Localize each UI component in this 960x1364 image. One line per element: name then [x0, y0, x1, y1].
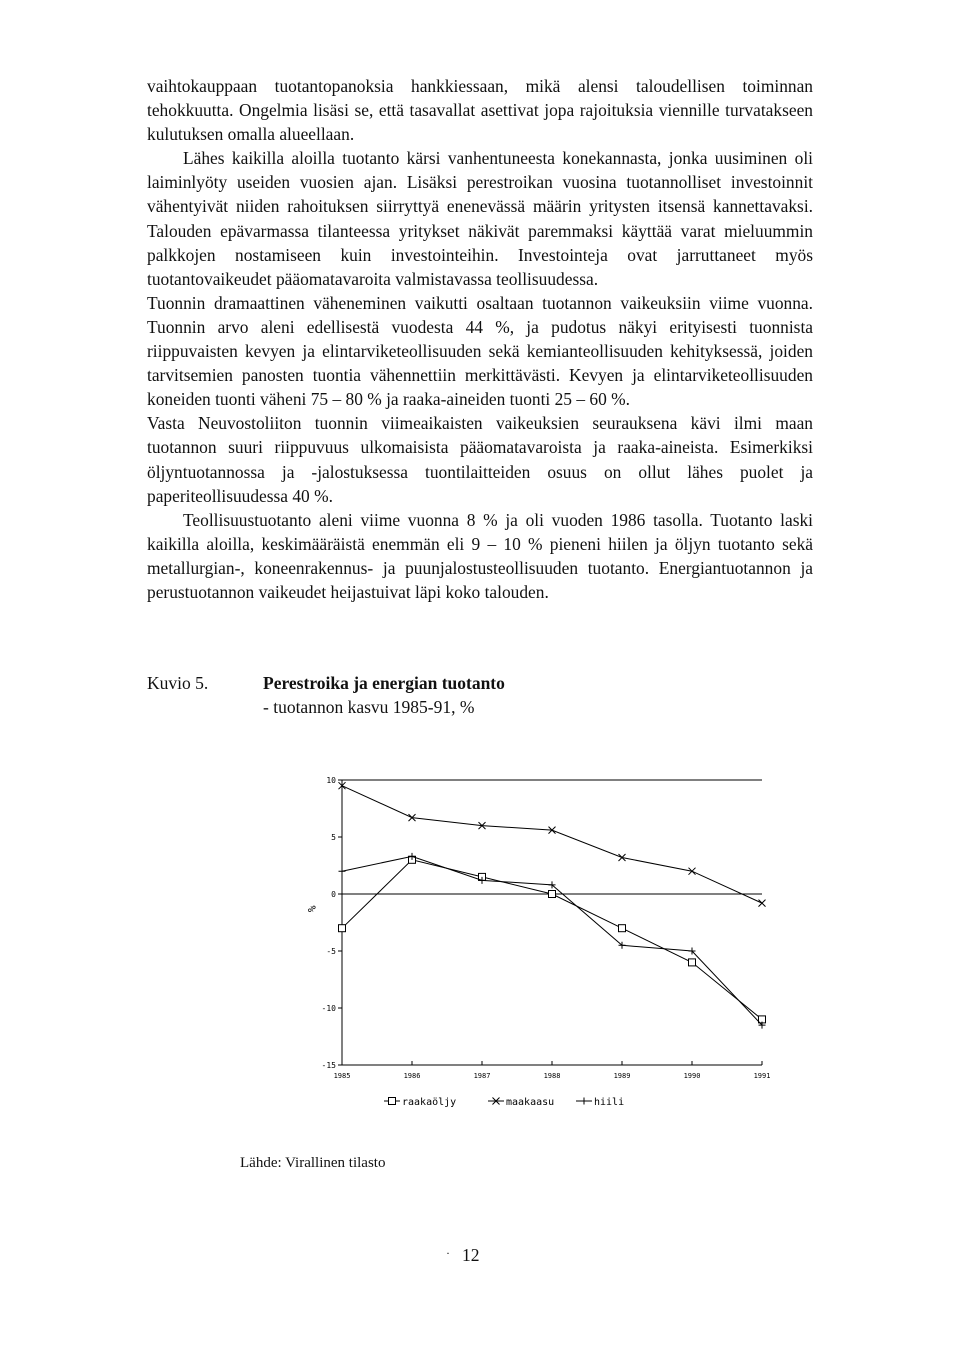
- x-tick-label: 1987: [473, 1072, 491, 1080]
- source-note: Lähde: Virallinen tilasto: [240, 1155, 386, 1171]
- y-tick-label: 0: [331, 890, 336, 899]
- legend-label: maakaasu: [506, 1097, 555, 1108]
- x-tick-label: 1986: [403, 1072, 421, 1080]
- body-text: [147, 74, 813, 604]
- legend-item: [384, 1097, 456, 1108]
- point-marker-square: [339, 925, 346, 932]
- point-marker-square: [549, 891, 556, 898]
- y-tick-label: 5: [331, 833, 336, 842]
- y-axis-label: %: [305, 905, 318, 913]
- paragraph: Vasta Neuvostoliiton tuonnin viimeaikaisten vaikeuksien seurauksena kävi ilmi maan tuotannon suuri riippuvuus ulkomaisista pääomatavaroista ja raaka-aineista. Esimerkiksi öljyntuotannossa ja -jalostuksessa tuontilaitteiden osuus on ollut lähes puolet ja paperiteollisuudessa 40 %.: [147, 413, 813, 506]
- point-marker-plus: [339, 868, 346, 875]
- x-tick-label: 1985: [333, 1072, 351, 1080]
- page-dot: ·: [446, 1246, 450, 1260]
- paragraph: Lähes kaikilla aloilla tuotanto kärsi vanhentuneesta konekannasta, jonka uusiminen oli laiminlyöty useiden vuosien ajan. Lisäksi perestroikan vuosina tuotannolliset investoinnit vähentyivät niiden rahoituksen siirryttyä enenevässä määrin yritysten itsensä kannettavaksi. Talouden epävarmassa tilanteessa yritykset näkivät paremmaksi käyttää varat mieluummin palkkojen nostamiseen kuin investointeihin. Investointeja ovat jarruttaneet myös tuotantovaikeudet pääomatavaroita valmistavassa teollisuudessa.: [147, 148, 813, 289]
- paragraph: Tuonnin dramaattinen väheneminen vaikutti osaltaan tuotannon vaikeuksiin viime vuonna. Tuonnin arvo aleni edellisestä vuodesta 44 %, ja pudotus näkyi erityisesti tuonnista riippuvaisten kevyen ja elintarviketeollisuuden sekä kemianteollisuuden kehityksessä, joiden tarvitsemien panosten tuontia vähennettiin merkittävästi. Kevyen ja elintarviketeollisuuden koneiden tuonti väheni 75 – 80 % ja raaka-aineiden tuonti 25 – 60 %.: [147, 292, 813, 410]
- point-marker-square: [619, 925, 626, 932]
- page-number: 12: [462, 1245, 480, 1265]
- series-hiili: [339, 853, 766, 1029]
- legend-label: hiili: [594, 1097, 625, 1108]
- point-marker-square: [689, 959, 696, 966]
- legend-label: raakaöljy: [402, 1097, 457, 1108]
- point-marker-square: [389, 1098, 396, 1105]
- legend-item: [488, 1097, 554, 1108]
- x-tick-label: 1988: [543, 1072, 561, 1080]
- y-tick-label: -10: [321, 1004, 336, 1013]
- line-chart: [290, 760, 790, 1130]
- x-tick-label: 1989: [613, 1072, 631, 1080]
- figure-subtitle: - tuotannon kasvu 1985-91, %: [263, 697, 475, 717]
- paragraph: Teollisuustuotanto aleni viime vuonna 8 % ja oli vuoden 1986 tasolla. Tuotanto laski kaikilla aloilla, keskimääräistä enemmän eli 9 – 10 % pieneni hiilen ja öljyn tuotanto sekä metallurgian-, koneenrakennus- ja puunjalostusteollisuuden tuotanto. Energiantuotannon ja perustuotannon vaikeudet heijastuivat läpi koko talouden.: [147, 509, 813, 602]
- figure-label: Kuvio 5.: [147, 673, 209, 693]
- x-tick-label: 1990: [683, 1072, 701, 1080]
- y-tick-label: -5: [326, 947, 336, 956]
- y-tick-label: -15: [321, 1061, 336, 1070]
- series-raakaöljy: [339, 856, 766, 1023]
- legend-item: [576, 1097, 624, 1108]
- point-marker-plus: [581, 1098, 588, 1105]
- figure-title: Perestroika ja energian tuotanto: [263, 673, 505, 693]
- paragraph: vaihtokauppaan tuotantopanoksia hankkiessaan, mikä alensi taloudellisen toiminnan tehokkuutta. Ongelmia lisäsi se, että tasavallat asettivat jopa rajoituksia viennille turvatakseen kulutuksen omalla alueellaan.: [147, 76, 813, 145]
- point-marker-x: [759, 900, 766, 907]
- x-tick-label: 1991: [753, 1072, 771, 1080]
- y-tick-label: 10: [326, 776, 336, 785]
